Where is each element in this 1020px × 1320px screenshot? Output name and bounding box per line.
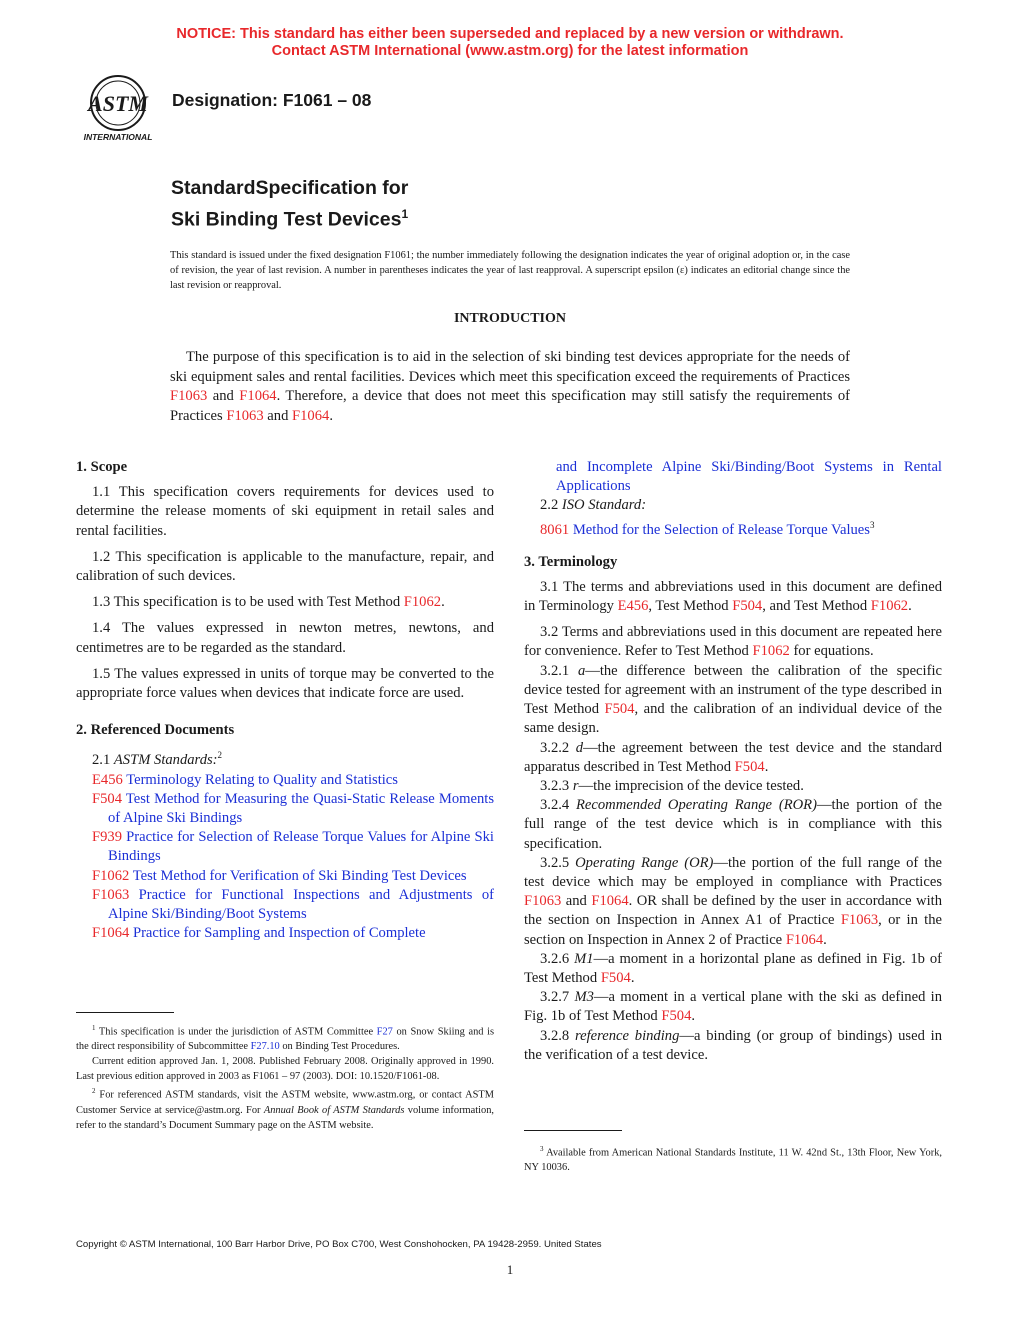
term-3-2-5 xyxy=(524,854,942,950)
term-link-f504[interactable]: F504 xyxy=(732,598,763,615)
term-text: , or in the section on Inspection in Annex 2 of Practice xyxy=(524,912,942,948)
footnote-text: This specification is under the jurisdiction of ASTM Committee xyxy=(95,1026,377,1038)
term-text: —a moment in a vertical plane with the ski as defined in Fig. 1b of Test Method xyxy=(524,989,942,1025)
term-3-2 xyxy=(524,623,942,661)
term-3-1 xyxy=(524,578,942,616)
reference-item[interactable] xyxy=(76,867,494,886)
title-line-1: StandardSpecification for xyxy=(171,177,409,199)
term-text: . OR shall be defined by the user in accordance with the section on Inspection in Annex A1 of Practice xyxy=(524,893,942,929)
intro-link-f1064[interactable]: F1064 xyxy=(292,407,330,424)
term-3-2-6 xyxy=(524,950,942,988)
notice-line-1: NOTICE: This standard has either been superseded and replaced by a new version or withdrawn. xyxy=(176,26,844,42)
term-link-f1064[interactable]: F1064 xyxy=(591,893,629,910)
ref-title[interactable]: Test Method for Measuring the Quasi-Static Release Moments of Alpine Ski Bindings xyxy=(108,790,494,826)
term-link-f1063[interactable]: F1063 xyxy=(840,912,879,929)
footnote-text: For referenced ASTM standards, visit the ASTM website, www.astm.org, or contact ASTM Customer Service at service@astm.org. For xyxy=(76,1089,494,1116)
footnote-mark: 2 xyxy=(92,1087,96,1096)
ref-code[interactable]: F504 xyxy=(92,790,123,807)
footnote-right xyxy=(524,1142,942,1175)
referenced-heading: 2. Referenced Documents xyxy=(76,722,235,739)
term-3-2-3 xyxy=(524,777,942,796)
term-text: . xyxy=(823,931,827,948)
introduction-heading: INTRODUCTION xyxy=(453,311,566,326)
term-text: . xyxy=(908,598,912,615)
iso-reference-item[interactable] xyxy=(524,516,942,540)
term-num: 3.2.2 xyxy=(540,739,576,756)
term-link-e456[interactable]: E456 xyxy=(617,598,649,615)
term-text: —a moment in a horizontal plane as defined in Fig. 1b of Test Method xyxy=(524,950,943,986)
term-text: , and the calibration of an individual device of the same design. xyxy=(524,701,942,737)
term-3-2-7 xyxy=(524,988,942,1026)
footnote-text: volume information, refer to the standard’s Document Summary page on the ASTM website. xyxy=(76,1104,494,1131)
intro-text: and xyxy=(263,407,293,424)
scope-text: 1.3 This specification is to be used with Test Method xyxy=(92,594,404,611)
term-link-f1064[interactable]: F1064 xyxy=(785,931,824,948)
term-link-f504[interactable]: F504 xyxy=(734,758,765,775)
term-num: 3.2.4 xyxy=(540,797,577,814)
introduction-paragraph xyxy=(170,348,850,426)
reference-item[interactable] xyxy=(76,828,494,866)
scope-1-1: 1.1 This specification covers requirements for devices used to determine the release moments of ski equipment in retail sales and rental facilities. xyxy=(76,484,494,539)
term-text: 3.2 Terms and abbreviations used in this document are repeated here for convenience. Refer to Test Method xyxy=(524,624,942,660)
footnote-text: on Binding Test Procedures. xyxy=(279,1041,400,1053)
designation: Designation: F1061 – 08 xyxy=(172,90,372,110)
footnote-link-f27-10[interactable]: F27.10 xyxy=(250,1041,280,1053)
term-link-f1062[interactable]: F1062 xyxy=(752,643,790,660)
footnote-rule-left xyxy=(76,1012,174,1013)
term-3-2-1 xyxy=(524,662,942,739)
term-text: 3.1 The terms and abbreviations used in this document are defined in Terminology xyxy=(524,578,942,615)
issued-statement: This standard is issued under the fixed designation F1061; the number immediately following the designation indicates the year of original adoption or, in the case of revision, the year of last revision. A number in parentheses indicates the year of last reapproval. A superscript epsilon (ε) indicates an editorial change since the last revision or reapproval. xyxy=(170,250,850,291)
ref-code[interactable]: 8061 xyxy=(540,521,570,538)
term-text: . xyxy=(691,1008,696,1025)
intro-text: . Therefore, a device that does not meet this specification may still satisfy the requirements of Practices xyxy=(170,388,850,424)
withdrawal-notice xyxy=(0,26,1020,60)
intro-text: . xyxy=(329,407,333,424)
footnote-1 xyxy=(76,1021,494,1054)
ref-title[interactable]: Practice for Functional Inspections and Adjustments of Alpine Ski/Binding/Boot Systems xyxy=(108,886,494,922)
footnote-italic: Annual Book of ASTM Standards xyxy=(263,1104,405,1116)
astm-standards-label xyxy=(76,746,494,770)
footnote-mark: 1 xyxy=(92,1024,96,1032)
document-title xyxy=(171,175,408,233)
term-3-2-4 xyxy=(524,796,942,854)
reference-item[interactable] xyxy=(76,790,494,828)
scope-1-3 xyxy=(76,593,494,612)
term-link-f1063[interactable]: F1063 xyxy=(524,893,562,910)
ref-italic: ASTM Standards: xyxy=(113,752,218,769)
title-text: Ski Binding Test Devices xyxy=(171,208,402,231)
copyright-line: Copyright © ASTM International, 100 Barr Harbor Drive, PO Box C700, West Conshohocken, PA 19428-2959. United States xyxy=(76,1239,602,1250)
term-num: 3.2.1 xyxy=(540,662,578,679)
term-3-2-8 xyxy=(524,1027,942,1065)
astm-logo-icon xyxy=(76,74,160,144)
term-num: 3.2.6 xyxy=(540,950,575,967)
reference-item-continued[interactable]: and Incomplete Alpine Ski/Binding/Boot Systems in Rental Applications xyxy=(556,459,942,495)
term-text: —the portion of the full range of the test device which may be employed in compliance with Practices xyxy=(524,854,943,890)
ref-italic: ISO Standard: xyxy=(561,497,647,514)
left-column xyxy=(76,458,494,943)
term-text: —the imprecision of the device tested. xyxy=(578,777,804,794)
ref-label: 2.2 xyxy=(540,497,562,514)
ref-title[interactable]: Practice for Sampling and Inspection of Complete xyxy=(129,925,426,942)
term-italic: Recommended Operating Range (ROR) xyxy=(576,797,817,814)
term-link-f504[interactable]: F504 xyxy=(600,969,631,986)
term-italic: d xyxy=(575,739,584,756)
footnote-1-edition: Current edition approved Jan. 1, 2008. Published February 2008. Originally approved in 1990. Last previous edition approved in 2003 as F1061 – 97 (2003). DOI: 10.1520/F1061-08. xyxy=(76,1056,494,1083)
logo-subtext: INTERNATIONAL xyxy=(83,132,153,142)
term-num: 3.2.3 xyxy=(540,777,573,794)
footnote-link-f27[interactable]: F27 xyxy=(376,1026,393,1038)
iso-standard-label xyxy=(524,496,942,515)
reference-item[interactable] xyxy=(76,924,494,943)
scope-link-f1062[interactable]: F1062 xyxy=(403,594,442,611)
term-text: , Test Method xyxy=(648,598,733,615)
term-num: 3.2.7 xyxy=(540,989,575,1006)
ref-title[interactable]: Method for the Selection of Release Torque Values xyxy=(569,521,870,538)
scope-text: . xyxy=(441,594,445,611)
term-text: —the portion of the full range of the test device which is in compliance with this specification. xyxy=(524,797,942,852)
title-footnote-mark: 1 xyxy=(401,207,409,221)
footnote-2 xyxy=(76,1084,494,1132)
reference-list xyxy=(76,771,494,944)
footnote-rule-right xyxy=(524,1130,622,1131)
scope-1-4: 1.4 The values expressed in newton metres, newtons, and centimetres are to be regarded as the standard. xyxy=(76,620,494,656)
footnote-text: on Snow Skiing and is the direct responsibility of Subcommittee xyxy=(76,1026,495,1053)
scope-1-2: 1.2 This specification is applicable to the manufacture, repair, and calibration of such devices. xyxy=(76,548,494,585)
reference-item[interactable] xyxy=(76,771,494,790)
term-italic: Operating Range (OR) xyxy=(575,854,714,871)
right-column xyxy=(524,458,942,1065)
term-text: —a binding (or group of bindings) used in the verification of a test device. xyxy=(524,1027,942,1063)
ref-code[interactable]: F1064 xyxy=(92,925,130,942)
term-italic: M1 xyxy=(574,950,594,967)
intro-link-f1063[interactable]: F1063 xyxy=(170,388,208,404)
intro-link-f1063[interactable]: F1063 xyxy=(226,407,264,424)
footnotes-left xyxy=(76,1021,494,1133)
scope-heading: 1. Scope xyxy=(76,459,128,475)
page-number: 1 xyxy=(506,1262,514,1277)
scope-1-5: 1.5 The values expressed in units of torque may be converted to the appropriate force values when devices that indicate force are used. xyxy=(76,665,494,702)
term-text: . xyxy=(764,758,769,775)
ref-code[interactable]: E456 xyxy=(92,771,123,788)
ref-footnote-mark: 3 xyxy=(869,519,875,530)
notice-line-2: Contact ASTM International (www.astm.org) for the latest information xyxy=(271,43,749,59)
ref-title[interactable]: Practice for Selection of Release Torque Values for Alpine Ski Bindings xyxy=(108,829,494,865)
term-italic: r xyxy=(572,777,579,794)
term-italic: M3 xyxy=(574,989,594,1006)
reference-item[interactable] xyxy=(76,886,494,924)
term-italic: reference binding xyxy=(574,1027,680,1044)
term-num: 3.2.8 xyxy=(540,1027,575,1044)
logo-text: ASTM xyxy=(88,91,148,116)
term-link-f504[interactable]: F504 xyxy=(604,701,635,718)
ref-code[interactable]: F939 xyxy=(92,829,123,846)
footnote-3 xyxy=(524,1142,942,1175)
term-3-2-2 xyxy=(524,739,942,777)
term-text: and xyxy=(561,893,592,910)
term-text: —the difference between the calibration of the specific device tested for agreement with an instrument of the type described in Test Method xyxy=(524,662,942,718)
term-italic: a xyxy=(577,662,586,679)
intro-text: The purpose of this specification is to aid in the selection of ski binding test devices appropriate for the needs of ski equipment sales and rental facilities. Devices which meet this specification exceed the requirements of Practices xyxy=(170,349,850,385)
term-text: , and Test Method xyxy=(762,598,871,615)
ref-label: 2.1 xyxy=(92,752,114,769)
ref-code[interactable]: F1063 xyxy=(92,886,130,903)
term-text: for equations. xyxy=(789,643,874,660)
term-link-f1062[interactable]: F1062 xyxy=(870,598,909,615)
footnote-mark: 3 xyxy=(540,1145,544,1153)
term-text: . xyxy=(630,969,635,986)
ref-title[interactable]: Terminology Relating to Quality and Statistics xyxy=(122,771,398,788)
title-line-2 xyxy=(171,201,408,233)
intro-text: and xyxy=(207,388,240,404)
ref-footnote-mark: 2 xyxy=(217,750,223,761)
term-link-f504[interactable]: F504 xyxy=(661,1008,692,1025)
ref-code[interactable]: F1062 xyxy=(92,867,130,884)
term-text: —the agreement between the test device and the standard apparatus described in Test Method xyxy=(524,739,942,775)
intro-link-f1064[interactable]: F1064 xyxy=(239,388,277,404)
ref-title[interactable]: Test Method for Verification of Ski Binding Test Devices xyxy=(129,867,467,884)
term-num: 3.2.5 xyxy=(540,854,576,871)
astm-logo xyxy=(76,74,160,149)
terminology-heading: 3. Terminology xyxy=(524,553,618,570)
footnote-text: Available from American National Standards Institute, 11 W. 42nd St., 13th Floor, New York, NY 10036. xyxy=(524,1147,942,1174)
